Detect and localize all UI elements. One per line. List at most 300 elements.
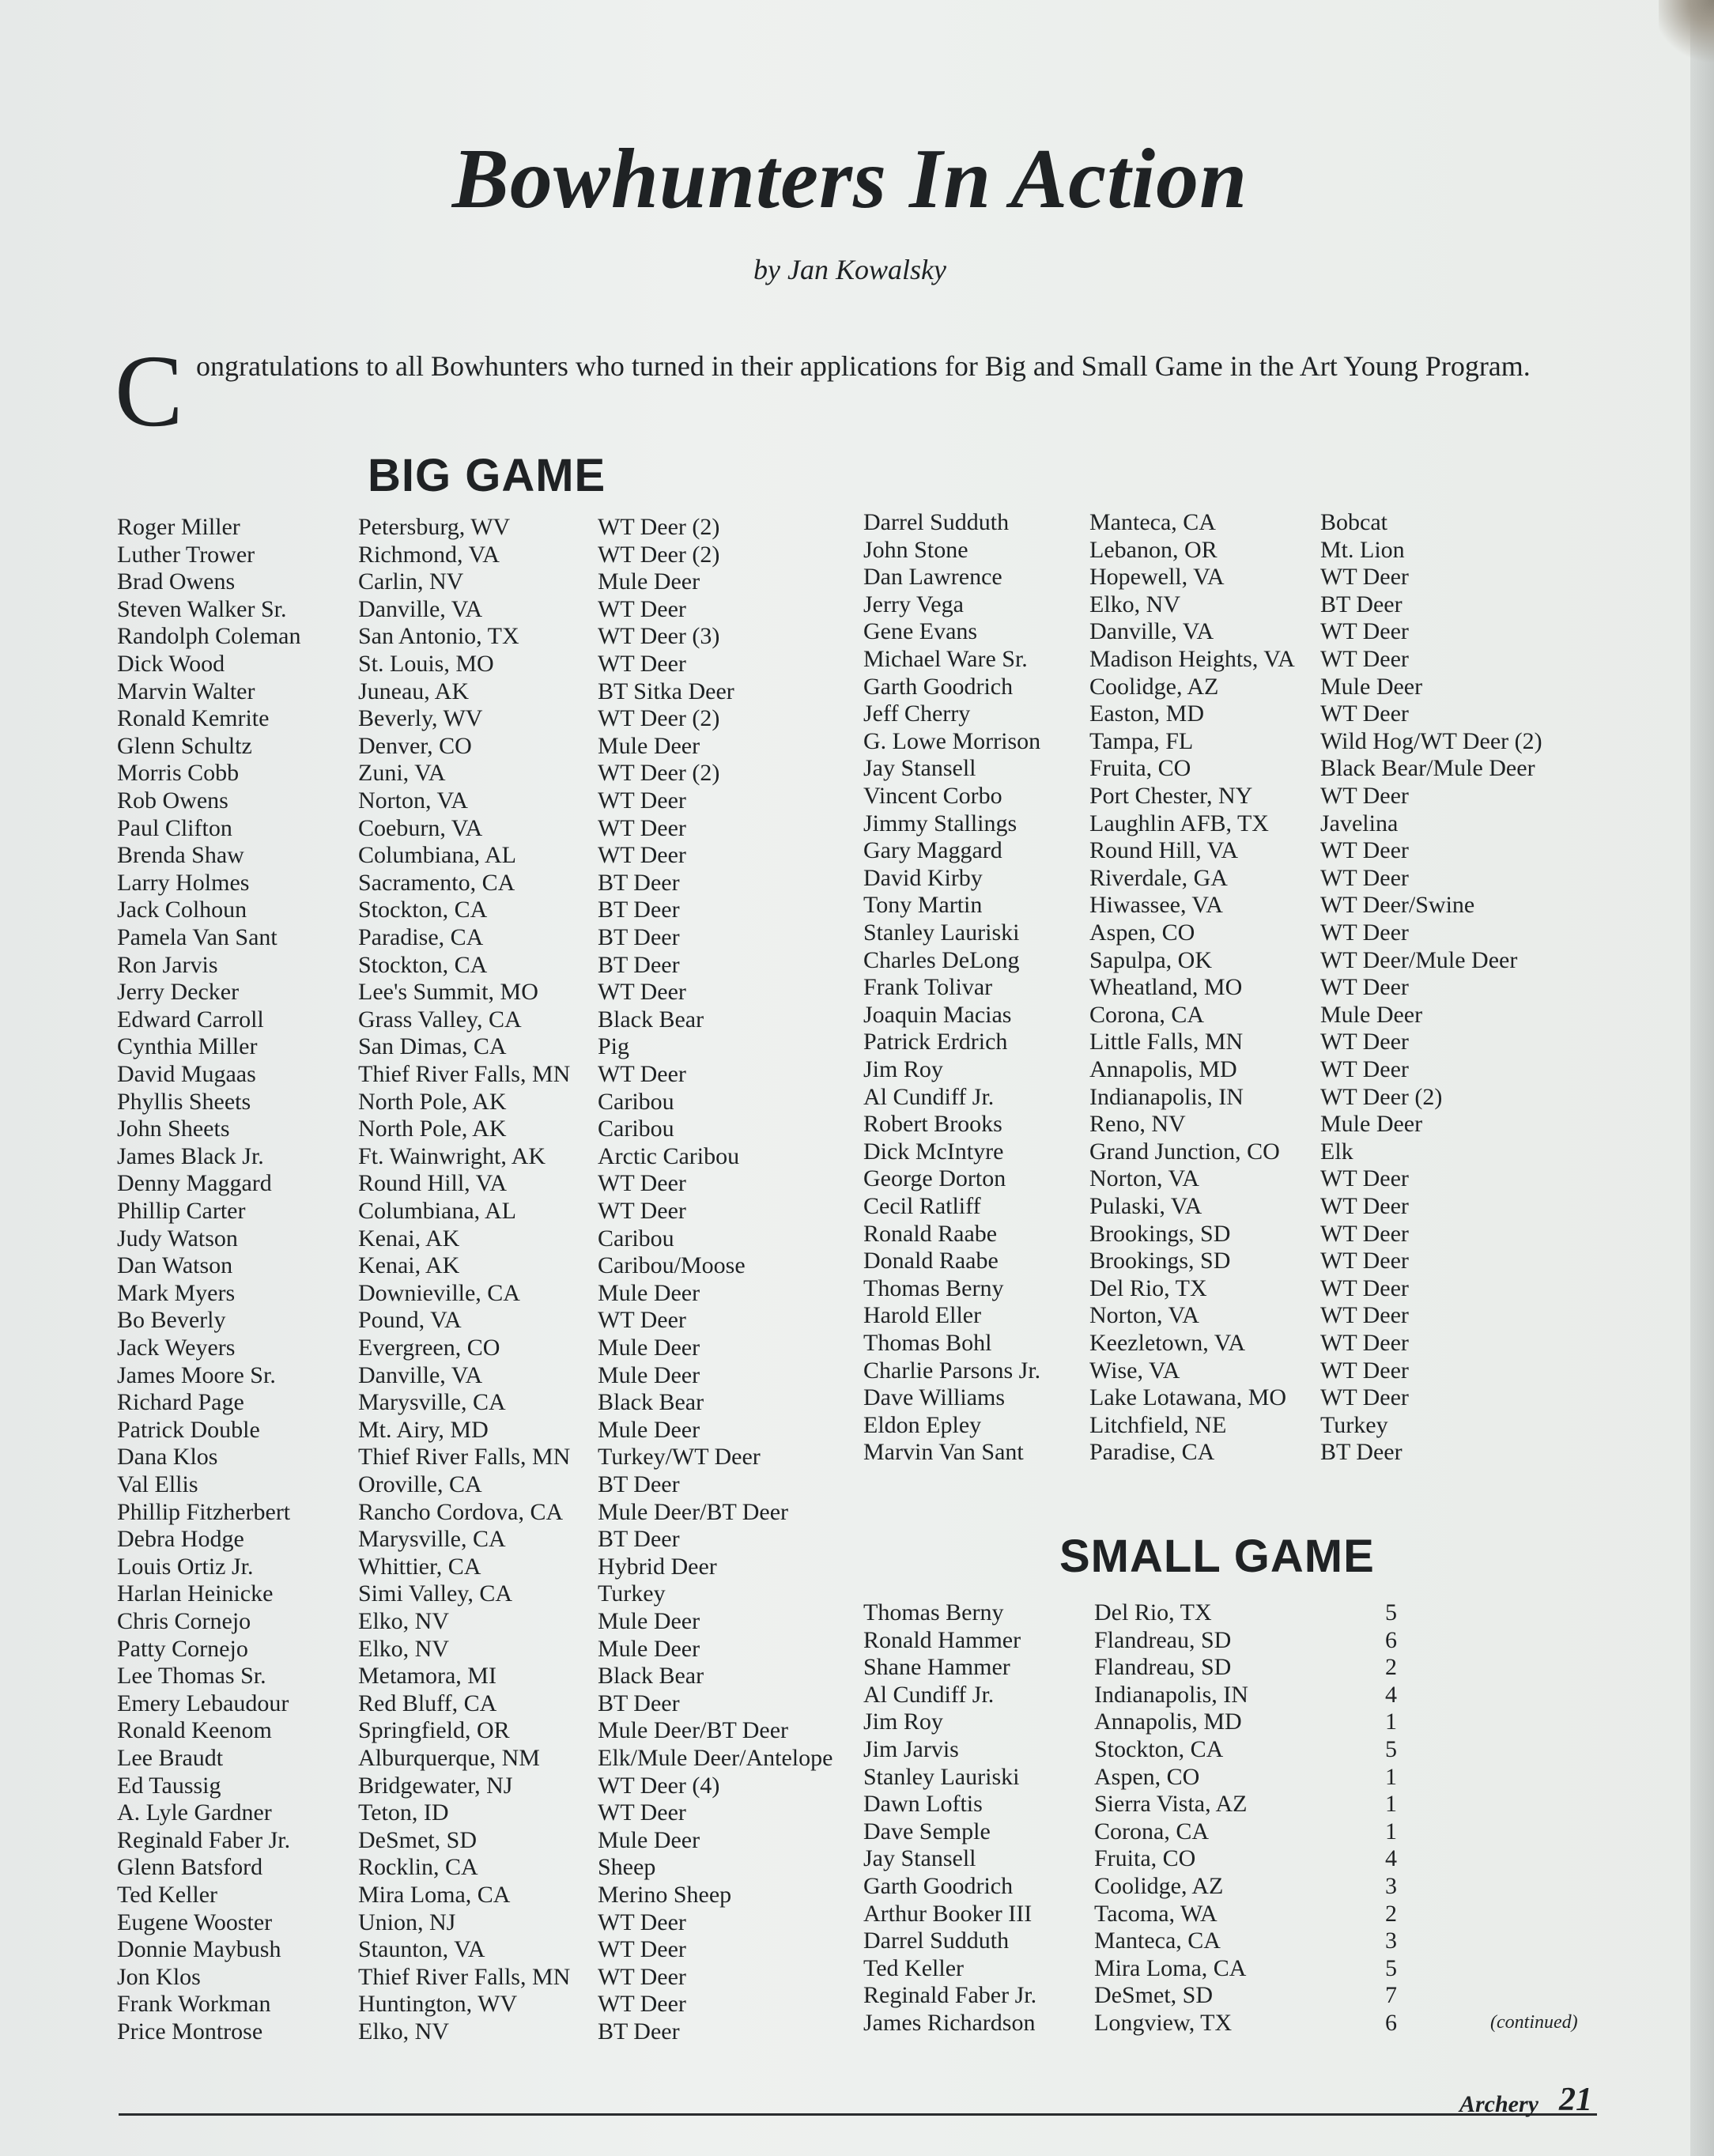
game-count: 3 [1385, 1873, 1397, 1899]
hunter-name: Frank Workman [117, 1991, 271, 2018]
game-taken: Black Bear [598, 1006, 704, 1033]
game-count: 6 [1385, 1626, 1397, 1653]
hunter-name: Price Montrose [117, 2018, 263, 2045]
footer-page-number: 21 [1559, 2082, 1592, 2118]
game-taken: WT Deer [598, 1307, 686, 1334]
hunter-location: Manteca, CA [1094, 1928, 1221, 1954]
hunter-location: Pulaski, VA [1089, 1193, 1202, 1219]
hunter-location: Brookings, SD [1089, 1220, 1231, 1247]
hunter-name: Jim Jarvis [863, 1736, 959, 1762]
game-taken: Mule Deer [598, 1416, 700, 1443]
hunter-name: Cynthia Miller [117, 1033, 258, 1060]
hunter-location: Coeburn, VA [358, 814, 483, 841]
game-taken: WT Deer [598, 1909, 686, 1935]
game-taken: WT Deer [1320, 919, 1409, 946]
hunter-location: Stockton, CA [358, 897, 488, 923]
hunter-location: Red Bluff, CA [358, 1690, 497, 1716]
hunter-name: Arthur Booker III [863, 1900, 1033, 1927]
game-taken: WT Deer [1320, 1029, 1409, 1055]
hunter-location: Columbiana, AL [358, 1198, 516, 1224]
game-taken: Black Bear/Mule Deer [1320, 755, 1535, 782]
hunter-location: Norton, VA [358, 787, 468, 814]
hunter-location: Danville, VA [358, 1361, 483, 1388]
game-taken: Turkey [1320, 1411, 1388, 1438]
hunter-location: Del Rio, TX [1094, 1599, 1212, 1625]
hunter-location: Mira Loma, CA [1094, 1954, 1247, 1981]
hunter-name: James Moore Sr. [117, 1361, 276, 1388]
hunter-name: Jay Stansell [863, 755, 976, 782]
hunter-name: David Kirby [863, 864, 983, 891]
game-taken: Mule Deer [598, 732, 700, 759]
hunter-name: John Stone [863, 536, 968, 563]
page-corner-shadow [1659, 0, 1714, 63]
hunter-name: Gene Evans [863, 618, 978, 645]
hunter-name: Steven Walker Sr. [117, 595, 287, 622]
game-taken: Pig [598, 1033, 630, 1060]
game-count: 4 [1385, 1681, 1397, 1708]
hunter-name: Ronald Raabe [863, 1220, 998, 1247]
hunter-location: Flandreau, SD [1094, 1654, 1232, 1681]
hunter-name: Mark Myers [117, 1279, 236, 1306]
hunter-name: Harlan Heinicke [117, 1580, 274, 1607]
game-taken: BT Deer [598, 951, 680, 978]
hunter-location: Marysville, CA [358, 1526, 506, 1553]
game-taken: WT Deer [598, 595, 686, 622]
hunter-location: Evergreen, CO [358, 1335, 500, 1361]
hunter-location: Mt. Airy, MD [358, 1416, 489, 1443]
hunter-location: Paradise, CA [358, 924, 484, 950]
hunter-name: Phyllis Sheets [117, 1088, 251, 1115]
hunter-location: Elko, NV [358, 2018, 449, 2045]
hunter-name: Edward Carroll [117, 1006, 264, 1033]
hunter-name: James Richardson [863, 2010, 1036, 2036]
hunter-location: Beverly, WV [358, 705, 483, 732]
hunter-location: Little Falls, MN [1089, 1029, 1244, 1055]
drop-cap: C [115, 334, 183, 448]
hunter-name: James Black Jr. [117, 1142, 264, 1169]
hunter-name: Jeff Cherry [863, 700, 971, 727]
game-taken: WT Deer (2) [598, 514, 720, 540]
hunter-name: Dave Semple [863, 1818, 991, 1844]
game-taken: WT Deer [1320, 700, 1409, 727]
hunter-location: Keezletown, VA [1089, 1330, 1246, 1356]
game-taken: WT Deer [598, 651, 686, 677]
game-taken: WT Deer [1320, 1274, 1409, 1301]
big-game-heading: BIG GAME [368, 450, 606, 501]
game-count: 7 [1385, 1982, 1397, 2009]
game-taken: WT Deer [598, 979, 686, 1006]
hunter-name: Ron Jarvis [117, 951, 218, 978]
hunter-location: Metamora, MI [358, 1663, 496, 1690]
game-taken: Mule Deer [598, 568, 700, 595]
game-taken: Caribou [598, 1116, 674, 1142]
hunter-name: Stanley Lauriski [863, 919, 1020, 946]
hunter-name: George Dorton [863, 1165, 1006, 1192]
hunter-name: Garth Goodrich [863, 673, 1014, 700]
game-taken: WT Deer [598, 1991, 686, 2018]
hunter-name: Chris Cornejo [117, 1608, 251, 1634]
game-count: 1 [1385, 1791, 1397, 1818]
hunter-location: Whittier, CA [358, 1553, 481, 1580]
hunter-location: Easton, MD [1089, 700, 1204, 727]
hunter-name: Ted Keller [863, 1954, 965, 1981]
game-taken: Javelina [1320, 810, 1399, 836]
game-taken: WT Deer [1320, 1056, 1409, 1082]
hunter-name: Marvin Van Sant [863, 1439, 1024, 1466]
hunter-location: Round Hill, VA [358, 1170, 508, 1197]
hunter-location: Paradise, CA [1089, 1439, 1215, 1466]
hunter-name: Jim Roy [863, 1056, 943, 1082]
game-count: 5 [1385, 1736, 1397, 1762]
hunter-name: Ed Taussig [117, 1772, 221, 1799]
hunter-name: Darrel Sudduth [863, 509, 1010, 535]
hunter-location: Downieville, CA [358, 1279, 520, 1306]
hunter-location: Thief River Falls, MN [358, 1444, 571, 1471]
game-taken: Mule Deer [1320, 1001, 1423, 1028]
hunter-name: Marvin Walter [117, 678, 255, 704]
hunter-name: Louis Ortiz Jr. [117, 1553, 254, 1580]
game-count: 5 [1385, 1954, 1397, 1981]
hunter-name: Al Cundiff Jr. [863, 1083, 995, 1110]
hunter-location: Rocklin, CA [358, 1854, 478, 1881]
hunter-name: Glenn Batsford [117, 1854, 263, 1881]
game-taken: WT Deer [1320, 1165, 1409, 1192]
hunter-name: Dick Wood [117, 651, 225, 677]
game-taken: Mule Deer [598, 1279, 700, 1306]
hunter-location: Columbiana, AL [358, 842, 516, 869]
hunter-location: Flandreau, SD [1094, 1626, 1232, 1653]
intro-paragraph: ongratulations to all Bowhunters who turned in their applications for Big and Small Game in the Art Young Program. [196, 350, 1531, 382]
hunter-location: DeSmet, SD [358, 1826, 477, 1853]
hunter-name: Vincent Corbo [863, 783, 1002, 809]
hunter-name: Charlie Parsons Jr. [863, 1357, 1041, 1384]
hunter-location: Oroville, CA [358, 1471, 482, 1497]
game-taken: WT Deer (4) [598, 1772, 720, 1799]
article-byline: by Jan Kowalsky [753, 254, 946, 285]
hunter-name: Charles DeLong [863, 946, 1020, 973]
hunter-location: Norton, VA [1089, 1302, 1199, 1329]
game-taken: WT Deer [598, 1061, 686, 1087]
game-count: 6 [1385, 2010, 1397, 2036]
hunter-name: Eugene Wooster [117, 1909, 273, 1935]
hunter-location: Grass Valley, CA [358, 1006, 522, 1033]
hunter-name: Dawn Loftis [863, 1791, 983, 1818]
hunter-name: Judy Watson [117, 1225, 238, 1252]
hunter-location: Kenai, AK [358, 1225, 460, 1252]
hunter-location: Hiwassee, VA [1089, 892, 1223, 919]
hunter-location: North Pole, AK [358, 1116, 507, 1142]
hunter-location: Coolidge, AZ [1094, 1873, 1224, 1899]
game-taken: Mule Deer [598, 1335, 700, 1361]
game-taken: WT Deer [1320, 618, 1409, 645]
game-taken: WT Deer [598, 814, 686, 841]
game-taken: WT Deer [598, 1198, 686, 1224]
hunter-name: Rob Owens [117, 787, 228, 814]
hunter-location: Stockton, CA [358, 951, 488, 978]
hunter-name: John Sheets [117, 1116, 230, 1142]
hunter-name: Lee Thomas Sr. [117, 1663, 266, 1690]
game-count: 1 [1385, 1818, 1397, 1844]
hunter-name: Emery Lebaudour [117, 1690, 289, 1716]
hunter-location: Elko, NV [1089, 591, 1180, 617]
game-taken: Merino Sheep [598, 1882, 732, 1908]
game-taken: WT Deer [1320, 1220, 1409, 1247]
small-game-heading: SMALL GAME [1059, 1531, 1375, 1582]
game-taken: BT Deer [598, 897, 680, 923]
hunter-name: Patrick Erdrich [863, 1029, 1008, 1055]
hunter-location: Lee's Summit, MO [358, 979, 538, 1006]
hunter-location: Springfield, OR [358, 1717, 510, 1744]
hunter-location: Wise, VA [1089, 1357, 1180, 1384]
hunter-name: Richard Page [117, 1389, 244, 1416]
hunter-location: Tampa, FL [1089, 727, 1194, 754]
hunter-name: Donald Raabe [863, 1248, 999, 1274]
hunter-location: Reno, NV [1089, 1111, 1186, 1138]
hunter-location: Round Hill, VA [1089, 837, 1239, 864]
game-taken: Turkey [598, 1580, 666, 1607]
game-count: 2 [1385, 1900, 1397, 1927]
game-taken: WT Deer [1320, 1302, 1409, 1329]
game-taken: WT Deer (3) [598, 623, 720, 650]
hunter-name: Phillip Carter [117, 1198, 246, 1224]
hunter-name: Gary Maggard [863, 837, 1002, 864]
hunter-location: Sacramento, CA [358, 869, 515, 896]
game-taken: WT Deer [598, 1936, 686, 1963]
game-taken: Caribou [598, 1088, 674, 1115]
hunter-location: Union, NJ [358, 1909, 456, 1935]
hunter-name: Phillip Fitzherbert [117, 1498, 291, 1525]
game-taken: WT Deer [1320, 1357, 1409, 1384]
game-taken: WT Deer (2) [1320, 1083, 1443, 1110]
hunter-location: Carlin, NV [358, 568, 464, 595]
game-taken: Bobcat [1320, 509, 1387, 535]
hunter-name: Jay Stansell [863, 1845, 976, 1872]
game-taken: Caribou [598, 1225, 674, 1252]
hunter-name: Joaquin Macias [863, 1001, 1012, 1028]
hunter-location: Zuni, VA [358, 760, 446, 787]
hunter-name: Denny Maggard [117, 1170, 272, 1197]
hunter-location: Thief River Falls, MN [358, 1061, 571, 1087]
footer-rule [119, 2113, 1597, 2116]
hunter-location: St. Louis, MO [358, 651, 494, 677]
game-taken: WT Deer [1320, 646, 1409, 672]
hunter-location: Riverdale, GA [1089, 864, 1228, 891]
game-count: 1 [1385, 1763, 1397, 1790]
game-taken: BT Deer [598, 1471, 680, 1497]
hunter-name: Thomas Berny [863, 1599, 1004, 1625]
game-taken: BT Deer [598, 924, 680, 950]
hunter-location: Lebanon, OR [1089, 536, 1218, 563]
hunter-location: Marysville, CA [358, 1389, 506, 1416]
hunter-location: Mira Loma, CA [358, 1882, 511, 1908]
game-taken: WT Deer [1320, 564, 1409, 591]
game-taken: Mule Deer/BT Deer [598, 1717, 789, 1744]
hunter-location: Sapulpa, OK [1089, 946, 1212, 973]
hunter-location: Laughlin AFB, TX [1089, 810, 1269, 836]
hunter-location: Tacoma, WA [1094, 1900, 1218, 1927]
hunter-location: Elko, NV [358, 1608, 449, 1634]
hunter-name: Lee Braudt [117, 1745, 224, 1771]
hunter-location: Juneau, AK [358, 678, 469, 704]
game-taken: BT Deer [598, 869, 680, 896]
game-taken: Hybrid Deer [598, 1553, 717, 1580]
game-taken: Sheep [598, 1854, 656, 1881]
game-count: 4 [1385, 1845, 1397, 1872]
hunter-location: Thief River Falls, MN [358, 1963, 571, 1990]
hunter-location: Rancho Cordova, CA [358, 1498, 564, 1525]
hunter-name: Bo Beverly [117, 1307, 226, 1334]
hunter-name: Reginald Faber Jr. [117, 1826, 291, 1853]
game-taken: WT Deer [1320, 1248, 1409, 1274]
hunter-name: Thomas Berny [863, 1274, 1004, 1301]
game-taken: Turkey/WT Deer [598, 1444, 761, 1471]
game-taken: WT Deer (2) [598, 541, 720, 568]
game-taken: WT Deer/Swine [1320, 892, 1475, 919]
hunter-name: Ronald Kemrite [117, 705, 270, 732]
game-taken: BT Deer [598, 2018, 680, 2045]
game-count: 5 [1385, 1599, 1397, 1625]
game-taken: Mule Deer [1320, 673, 1423, 700]
hunter-name: Patty Cornejo [117, 1635, 248, 1662]
hunter-location: Hopewell, VA [1089, 564, 1225, 591]
hunter-location: Simi Valley, CA [358, 1580, 513, 1607]
hunter-name: Dave Williams [863, 1384, 1006, 1411]
hunter-name: Pamela Van Sant [117, 924, 277, 950]
game-count: 3 [1385, 1928, 1397, 1954]
hunter-location: Bridgewater, NJ [358, 1772, 513, 1799]
game-taken: Mule Deer [598, 1608, 700, 1634]
footer-magazine-name: Archery [1459, 2091, 1538, 2117]
hunter-name: Jerry Decker [117, 979, 240, 1006]
hunter-location: Elko, NV [358, 1635, 449, 1662]
hunter-name: Randolph Coleman [117, 623, 301, 650]
hunter-location: San Antonio, TX [358, 623, 519, 650]
hunter-name: Larry Holmes [117, 869, 250, 896]
hunter-name: Frank Tolivar [863, 974, 993, 1001]
game-taken: BT Sitka Deer [598, 678, 734, 704]
hunter-location: Brookings, SD [1089, 1248, 1231, 1274]
hunter-location: Aspen, CO [1089, 919, 1195, 946]
game-taken: BT Deer [1320, 591, 1403, 617]
game-taken: WT Deer (2) [598, 705, 720, 732]
hunter-name: Paul Clifton [117, 814, 232, 841]
hunter-name: Tony Martin [863, 892, 983, 919]
hunter-location: Wheatland, MO [1089, 974, 1243, 1001]
game-taken: Elk/Mule Deer/Antelope [598, 1745, 833, 1771]
hunter-name: Brenda Shaw [117, 842, 244, 869]
game-taken: Mule Deer [598, 1826, 700, 1853]
hunter-location: Danville, VA [1089, 618, 1214, 645]
hunter-location: Staunton, VA [358, 1936, 485, 1963]
hunter-location: Aspen, CO [1094, 1763, 1200, 1790]
hunter-location: Corona, CA [1094, 1818, 1209, 1844]
hunter-name: Dan Lawrence [863, 564, 1002, 591]
hunter-name: Thomas Bohl [863, 1330, 992, 1356]
game-taken: WT Deer [598, 1799, 686, 1826]
hunter-name: G. Lowe Morrison [863, 727, 1041, 754]
game-taken: WT Deer [598, 1963, 686, 1990]
game-taken: BT Deer [1320, 1439, 1403, 1466]
hunter-name: Patrick Double [117, 1416, 260, 1443]
game-taken: Mule Deer [598, 1361, 700, 1388]
hunter-name: Darrel Sudduth [863, 1928, 1010, 1954]
hunter-location: Fruita, CO [1094, 1845, 1196, 1872]
hunter-name: David Mugaas [117, 1061, 256, 1087]
hunter-location: Petersburg, WV [358, 514, 511, 540]
game-taken: WT Deer [1320, 837, 1409, 864]
hunter-location: North Pole, AK [358, 1088, 507, 1115]
game-taken: Mule Deer/BT Deer [598, 1498, 789, 1525]
hunter-name: Dan Watson [117, 1252, 233, 1279]
hunter-name: Jack Weyers [117, 1335, 236, 1361]
hunter-name: Dana Klos [117, 1444, 218, 1471]
hunter-location: Richmond, VA [358, 541, 500, 568]
game-taken: WT Deer [1320, 864, 1409, 891]
hunter-name: Ronald Hammer [863, 1626, 1021, 1653]
hunter-location: Indianapolis, IN [1094, 1681, 1248, 1708]
hunter-name: Harold Eller [863, 1302, 982, 1329]
hunter-location: Ft. Wainwright, AK [358, 1142, 546, 1169]
game-taken: WT Deer [598, 842, 686, 869]
page-edge [1690, 0, 1714, 2156]
hunter-location: Kenai, AK [358, 1252, 460, 1279]
hunter-name: Donnie Maybush [117, 1936, 281, 1963]
hunter-name: Ronald Keenom [117, 1717, 272, 1744]
hunter-location: Manteca, CA [1089, 509, 1216, 535]
hunter-name: Glenn Schultz [117, 732, 252, 759]
hunter-location: Port Chester, NY [1089, 783, 1253, 809]
hunter-name: Luther Trower [117, 541, 255, 568]
hunter-name: Ted Keller [117, 1882, 218, 1908]
hunter-location: Annapolis, MD [1094, 1709, 1242, 1735]
hunter-location: San Dimas, CA [358, 1033, 507, 1060]
hunter-location: Stockton, CA [1094, 1736, 1224, 1762]
hunter-name: Val Ellis [117, 1471, 198, 1497]
article-title: Bowhunters In Action [451, 132, 1248, 226]
game-taken: WT Deer [1320, 783, 1409, 809]
hunter-name: Jack Colhoun [117, 897, 247, 923]
game-taken: Black Bear [598, 1663, 704, 1690]
game-taken: BT Deer [598, 1690, 680, 1716]
hunter-name: Robert Brooks [863, 1111, 1002, 1138]
game-taken: WT Deer [1320, 1384, 1409, 1411]
hunter-name: Jimmy Stallings [863, 810, 1017, 836]
game-taken: Mule Deer [598, 1635, 700, 1662]
hunter-location: DeSmet, SD [1094, 1982, 1213, 2009]
hunter-name: Debra Hodge [117, 1526, 244, 1553]
game-taken: BT Deer [598, 1526, 680, 1553]
game-taken: WT Deer (2) [598, 760, 720, 787]
hunter-location: Lake Lotawana, MO [1089, 1384, 1287, 1411]
hunter-name: A. Lyle Gardner [117, 1799, 272, 1826]
game-taken: Arctic Caribou [598, 1142, 740, 1169]
hunter-location: Huntington, WV [358, 1991, 518, 2018]
game-taken: Mule Deer [1320, 1111, 1423, 1138]
hunter-name: Stanley Lauriski [863, 1763, 1020, 1790]
game-count: 2 [1385, 1654, 1397, 1681]
game-taken: WT Deer [598, 787, 686, 814]
hunter-location: Annapolis, MD [1089, 1056, 1237, 1082]
game-taken: WT Deer [1320, 974, 1409, 1001]
hunter-name: Morris Cobb [117, 760, 240, 787]
hunter-name: Reginald Faber Jr. [863, 1982, 1037, 2009]
hunter-location: Madison Heights, VA [1089, 646, 1295, 672]
continued-note: (continued) [1490, 2012, 1578, 2033]
game-taken: Mt. Lion [1320, 536, 1405, 563]
hunter-location: Litchfield, NE [1089, 1411, 1227, 1438]
game-taken: WT Deer/Mule Deer [1320, 946, 1518, 973]
hunter-name: Brad Owens [117, 568, 236, 595]
